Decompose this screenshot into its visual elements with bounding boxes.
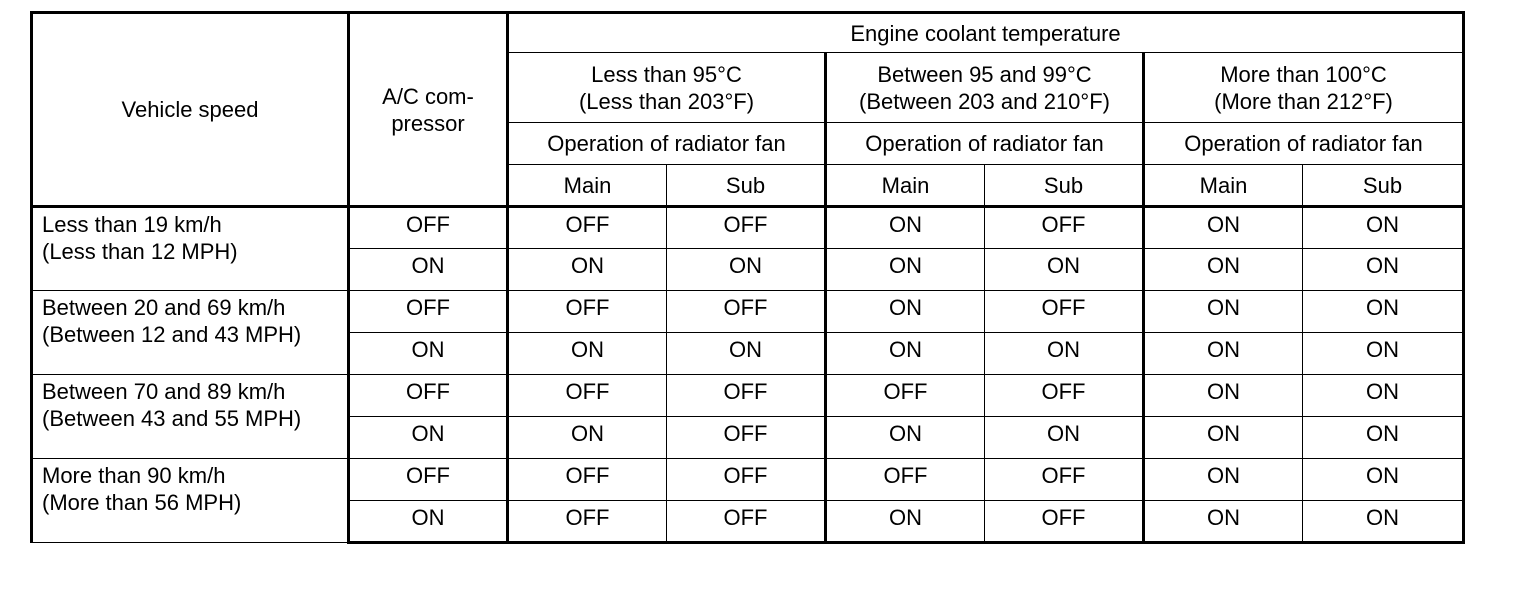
vehicle-speed-cell: [32, 291, 349, 375]
temp-range-fahrenheit: (More than 212°F): [1214, 88, 1393, 114]
operation-header-2: Operation of radiator fan: [826, 123, 1144, 165]
main-fan-state-range-3: ON: [1144, 417, 1303, 459]
main-fan-state-range-2: OFF: [826, 459, 985, 501]
main-fan-state-range-2: ON: [826, 501, 985, 543]
main-fan-state-range-2: ON: [826, 207, 985, 249]
sub-fan-header-1: Sub: [667, 165, 826, 207]
main-fan-header-1: Main: [508, 165, 667, 207]
radiator-fan-operation-table: [30, 11, 1465, 544]
operation-header-1: Operation of radiator fan: [508, 123, 826, 165]
sub-fan-header-3: Sub: [1303, 165, 1464, 207]
sub-fan-state-range-1: ON: [667, 333, 826, 375]
main-fan-state-range-1: OFF: [508, 459, 667, 501]
temp-range-header-2: [826, 53, 1144, 123]
engine-coolant-temperature-header: Engine coolant temperature: [508, 13, 1464, 53]
main-fan-state-range-2: ON: [826, 417, 985, 459]
speed-kmh: Between 20 and 69 km/h: [42, 295, 286, 320]
temp-range-celsius: Less than 95°C: [591, 61, 742, 87]
main-fan-state-range-1: ON: [508, 333, 667, 375]
table-body: [32, 207, 1464, 543]
sub-fan-state-range-3: ON: [1303, 501, 1464, 543]
speed-kmh: More than 90 km/h: [42, 463, 226, 488]
sub-fan-state-range-2: OFF: [985, 459, 1144, 501]
sub-fan-state-range-3: ON: [1303, 459, 1464, 501]
sub-fan-state-range-3: ON: [1303, 417, 1464, 459]
speed-kmh: Between 70 and 89 km/h: [42, 379, 286, 404]
sub-fan-state-range-3: ON: [1303, 375, 1464, 417]
ac-compressor-state: OFF: [349, 375, 508, 417]
sub-fan-state-range-1: OFF: [667, 375, 826, 417]
table-row: [32, 375, 1464, 417]
speed-mph: (Between 12 and 43 MPH): [42, 322, 302, 347]
sub-fan-state-range-2: ON: [985, 417, 1144, 459]
speed-mph: (Between 43 and 55 MPH): [42, 406, 302, 431]
main-fan-state-range-3: ON: [1144, 207, 1303, 249]
main-fan-state-range-1: OFF: [508, 291, 667, 333]
sub-fan-header-2: Sub: [985, 165, 1144, 207]
main-fan-state-range-2: OFF: [826, 375, 985, 417]
main-fan-state-range-3: ON: [1144, 291, 1303, 333]
sub-fan-state-range-2: ON: [985, 333, 1144, 375]
ac-compressor-state: ON: [349, 249, 508, 291]
temp-range-header-1: [508, 53, 826, 123]
sub-fan-state-range-3: ON: [1303, 249, 1464, 291]
operation-header-3: Operation of radiator fan: [1144, 123, 1464, 165]
main-fan-state-range-2: ON: [826, 249, 985, 291]
table-row: [32, 291, 1464, 333]
ac-compressor-state: OFF: [349, 291, 508, 333]
main-fan-state-range-3: ON: [1144, 375, 1303, 417]
speed-kmh: Less than 19 km/h: [42, 212, 222, 237]
main-fan-state-range-1: ON: [508, 417, 667, 459]
ac-compressor-state: OFF: [349, 459, 508, 501]
main-fan-state-range-1: OFF: [508, 501, 667, 543]
temp-range-fahrenheit: (Between 203 and 210°F): [859, 88, 1110, 114]
sub-fan-state-range-2: ON: [985, 249, 1144, 291]
vehicle-speed-cell: [32, 375, 349, 459]
main-fan-state-range-2: ON: [826, 291, 985, 333]
ac-compressor-state: OFF: [349, 207, 508, 249]
temp-range-celsius: Between 95 and 99°C: [877, 61, 1092, 87]
vehicle-speed-cell: [32, 459, 349, 543]
main-fan-state-range-2: ON: [826, 333, 985, 375]
main-fan-state-range-3: ON: [1144, 459, 1303, 501]
main-fan-header-3: Main: [1144, 165, 1303, 207]
main-fan-state-range-3: ON: [1144, 333, 1303, 375]
temp-range-celsius: More than 100°C: [1220, 61, 1387, 87]
vehicle-speed-cell: [32, 207, 349, 291]
sub-fan-state-range-1: OFF: [667, 291, 826, 333]
main-fan-state-range-1: OFF: [508, 207, 667, 249]
table-header: [32, 13, 1464, 207]
sub-fan-state-range-1: OFF: [667, 417, 826, 459]
sub-fan-state-range-2: OFF: [985, 207, 1144, 249]
sub-fan-state-range-3: ON: [1303, 333, 1464, 375]
vehicle-speed-header: Vehicle speed: [32, 13, 349, 207]
sub-fan-state-range-1: OFF: [667, 501, 826, 543]
header-row-1: [32, 13, 1464, 53]
speed-mph: (More than 56 MPH): [42, 490, 242, 515]
sub-fan-state-range-2: OFF: [985, 291, 1144, 333]
main-fan-state-range-3: ON: [1144, 501, 1303, 543]
sub-fan-state-range-1: ON: [667, 249, 826, 291]
ac-compressor-header-line-2: pressor: [391, 110, 465, 136]
ac-compressor-state: ON: [349, 501, 508, 543]
sub-fan-state-range-3: ON: [1303, 291, 1464, 333]
main-fan-header-2: Main: [826, 165, 985, 207]
speed-mph: (Less than 12 MPH): [42, 239, 238, 264]
temp-range-fahrenheit: (Less than 203°F): [578, 88, 755, 114]
sub-fan-state-range-3: ON: [1303, 207, 1464, 249]
main-fan-state-range-3: ON: [1144, 249, 1303, 291]
sub-fan-state-range-1: OFF: [667, 207, 826, 249]
sub-fan-state-range-2: OFF: [985, 501, 1144, 543]
main-fan-state-range-1: ON: [508, 249, 667, 291]
sub-fan-state-range-1: OFF: [667, 459, 826, 501]
table-row: [32, 207, 1464, 249]
main-fan-state-range-1: OFF: [508, 375, 667, 417]
temp-range-header-3: [1144, 53, 1464, 123]
ac-compressor-header-line-1: A/C com-: [382, 83, 474, 109]
ac-compressor-state: ON: [349, 417, 508, 459]
ac-compressor-header: [349, 13, 508, 207]
table-row: [32, 459, 1464, 501]
sub-fan-state-range-2: OFF: [985, 375, 1144, 417]
ac-compressor-state: ON: [349, 333, 508, 375]
